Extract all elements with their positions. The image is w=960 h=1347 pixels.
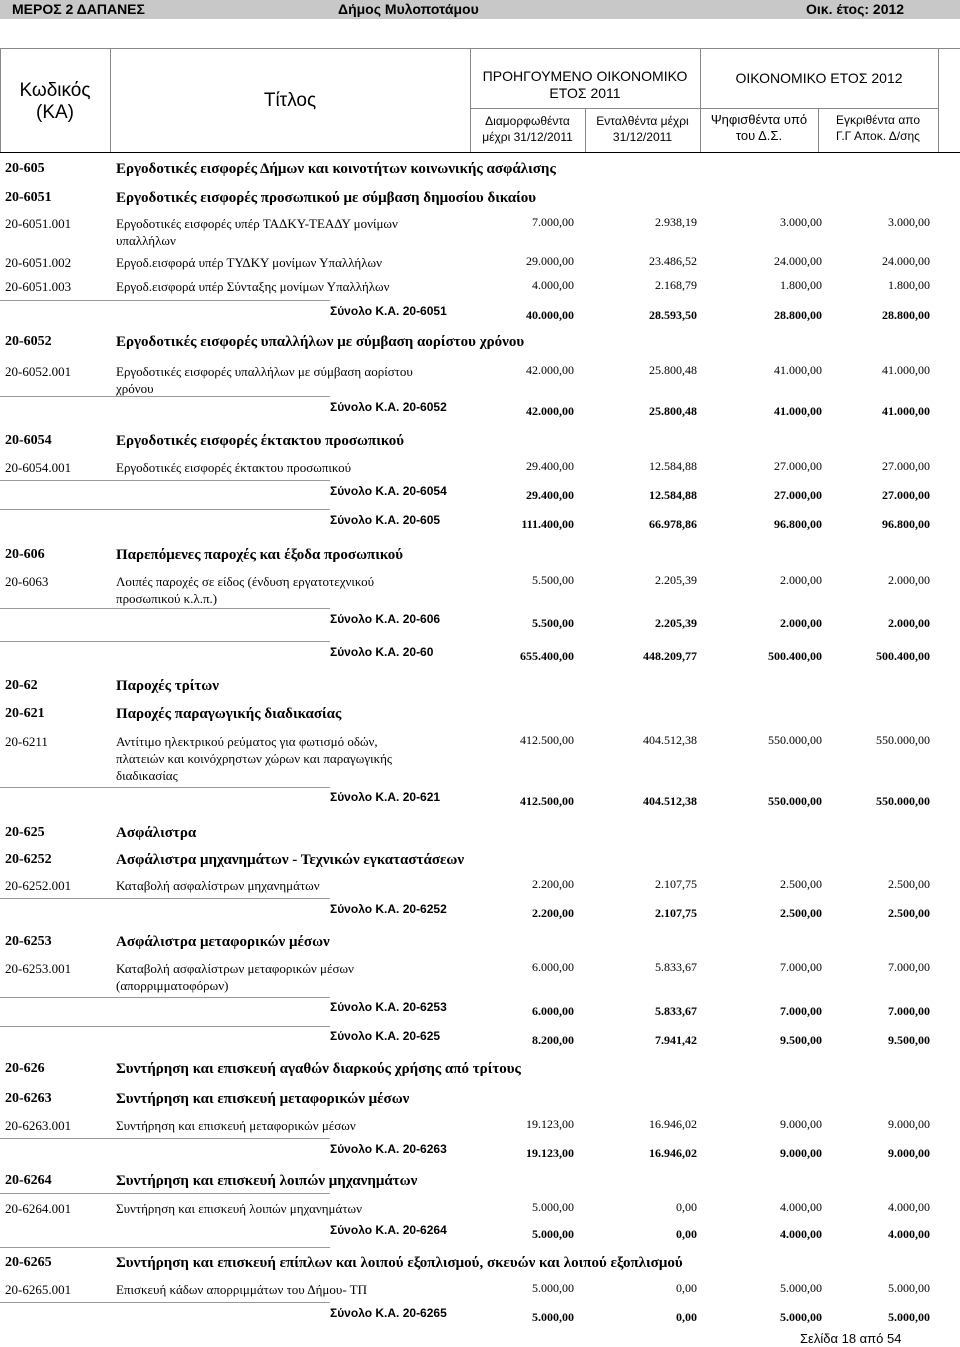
row-code: 20-6253 bbox=[5, 934, 52, 949]
shaped-value: 29.400,00 bbox=[526, 459, 574, 473]
total-label: Σύνολο Κ.Α. 20-621 bbox=[330, 790, 441, 804]
row-code: 20-605 bbox=[5, 161, 45, 176]
shaped-value: 5.000,00 bbox=[532, 1200, 574, 1214]
voted-value: 2.000,00 bbox=[780, 573, 822, 587]
divider bbox=[0, 509, 330, 510]
approved-value: 9.000,00 bbox=[888, 1146, 930, 1160]
row-title-cont: χρόνου bbox=[116, 381, 154, 396]
approved-header-2: Γ.Γ Αποκ. Δ/σης bbox=[836, 129, 920, 143]
ordered-value: 5.833,67 bbox=[655, 960, 697, 974]
voted-value: 9.000,00 bbox=[780, 1117, 822, 1131]
total-label: Σύνολο Κ.Α. 20-6265 bbox=[330, 1306, 447, 1320]
approved-value: 2.000,00 bbox=[888, 573, 930, 587]
ordered-value: 16.946,02 bbox=[649, 1117, 697, 1131]
voted-value: 41.000,00 bbox=[774, 404, 822, 418]
divider bbox=[0, 1247, 330, 1248]
row-code: 20-6063 bbox=[5, 574, 49, 589]
ordered-value: 404.512,38 bbox=[643, 733, 697, 747]
row-title: Συντήρηση και επισκευή μεταφορικών μέσων bbox=[116, 1091, 410, 1107]
voted-value: 7.000,00 bbox=[780, 960, 822, 974]
voted-value: 500.400,00 bbox=[768, 649, 822, 663]
shaped-value: 5.000,00 bbox=[532, 1227, 574, 1241]
row-code: 20-6263 bbox=[5, 1091, 52, 1106]
shaped-value: 2.200,00 bbox=[532, 877, 574, 891]
total-label: Σύνολο Κ.Α. 20-6263 bbox=[330, 1142, 447, 1156]
row-code: 20-6263.001 bbox=[5, 1118, 72, 1133]
ordered-value: 25.800,48 bbox=[649, 404, 697, 418]
prev-year-header: ΕΤΟΣ 2011 bbox=[549, 85, 621, 101]
row-title: Καταβολή ασφαλίστρων μηχανημάτων bbox=[116, 878, 320, 893]
total-label: Σύνολο Κ.Α. 20-6052 bbox=[330, 400, 447, 414]
voted-value: 27.000,00 bbox=[774, 459, 822, 473]
row-title-cont: διαδικασίας bbox=[116, 768, 178, 783]
ordered-value: 0,00 bbox=[676, 1310, 697, 1324]
ordered-value: 404.512,38 bbox=[643, 794, 697, 808]
shaped-value: 5.500,00 bbox=[532, 616, 574, 630]
voted-value: 9.500,00 bbox=[780, 1033, 822, 1047]
total-label: Σύνολο Κ.Α. 20-6253 bbox=[330, 1000, 447, 1014]
ordered-value: 448.209,77 bbox=[643, 649, 697, 663]
total-label: Σύνολο Κ.Α. 20-60 bbox=[330, 645, 434, 659]
voted-header: Ψηφισθέντα υπό bbox=[710, 112, 808, 127]
total-label: Σύνολο Κ.Α. 20-606 bbox=[330, 612, 441, 626]
ordered-value: 0,00 bbox=[676, 1227, 697, 1241]
shaped-value: 7.000,00 bbox=[532, 215, 574, 229]
page-top-bar bbox=[0, 0, 960, 19]
row-title: Εργοδοτικές εισφορές υπαλλήλων με σύμβαση αορίστου bbox=[116, 364, 413, 379]
total-label: Σύνολο Κ.Α. 20-6252 bbox=[330, 902, 447, 916]
ordered-value: 28.593,50 bbox=[649, 308, 697, 322]
shaped-value: 6.000,00 bbox=[532, 960, 574, 974]
approved-value: 41.000,00 bbox=[882, 363, 930, 377]
voted-value: 7.000,00 bbox=[780, 1004, 822, 1018]
row-code: 20-6051.001 bbox=[5, 216, 72, 231]
shaped-value: 40.000,00 bbox=[526, 308, 574, 322]
shaped-until-header: μέχρι 31/12/2011 bbox=[482, 130, 573, 144]
shaped-value: 655.400,00 bbox=[520, 649, 574, 663]
voted-value: 4.000,00 bbox=[780, 1227, 822, 1241]
row-title: Καταβολή ασφαλίστρων μεταφορικών μέσων bbox=[116, 961, 354, 976]
row-title: Παρεπόμενες παροχές και έξοδα προσωπικού bbox=[116, 547, 404, 563]
ordered-value: 2.205,39 bbox=[655, 616, 697, 630]
row-title: Αντίτιμο ηλεκτρικού ρεύματος για φωτισμό οδών, bbox=[116, 734, 378, 749]
approved-value: 2.500,00 bbox=[888, 877, 930, 891]
ordered-value: 23.486,52 bbox=[649, 254, 697, 268]
row-title: Επισκευή κάδων απορριμμάτων του Δήμου- ΤΠ bbox=[116, 1282, 367, 1297]
approved-value: 4.000,00 bbox=[888, 1227, 930, 1241]
shaped-value: 19.123,00 bbox=[526, 1146, 574, 1160]
row-code: 20-6264 bbox=[5, 1173, 52, 1188]
row-code: 20-6051.003 bbox=[5, 279, 72, 294]
row-code: 20-6265.001 bbox=[5, 1282, 72, 1297]
voted-header-2: του Δ.Σ. bbox=[735, 128, 783, 143]
ordered-until-header: 31/12/2011 bbox=[612, 130, 673, 144]
approved-value: 24.000,00 bbox=[882, 254, 930, 268]
approved-value: 7.000,00 bbox=[888, 1004, 930, 1018]
budget-header: ΟΙΚΟΝΟΜΙΚΟ ΕΤΟΣ 2012 bbox=[735, 70, 903, 86]
approved-value: 27.000,00 bbox=[882, 459, 930, 473]
shaped-value: 5.000,00 bbox=[532, 1281, 574, 1295]
approved-value: 9.500,00 bbox=[888, 1033, 930, 1047]
voted-value: 24.000,00 bbox=[774, 254, 822, 268]
row-code: 20-6051 bbox=[5, 190, 52, 205]
approved-value: 4.000,00 bbox=[888, 1200, 930, 1214]
ordered-value: 2.938,19 bbox=[655, 215, 697, 229]
row-code: 20-6054 bbox=[5, 433, 52, 448]
row-title: Ασφάλιστρα μηχανημάτων - Τεχνικών εγκαταστάσεων bbox=[116, 852, 465, 868]
approved-value: 9.000,00 bbox=[888, 1117, 930, 1131]
row-title: Συντήρηση και επισκευή λοιπών μηχανημάτων bbox=[116, 1173, 418, 1189]
total-label: Σύνολο Κ.Α. 20-6264 bbox=[330, 1223, 447, 1237]
voted-value: 96.800,00 bbox=[774, 517, 822, 531]
approved-value: 550.000,00 bbox=[876, 733, 930, 747]
row-title: Εργοδοτικές εισφορές προσωπικού με σύμβαση δημοσίου δικαίου bbox=[116, 190, 537, 206]
shaped-value: 5.500,00 bbox=[532, 573, 574, 587]
approved-value: 7.000,00 bbox=[888, 960, 930, 974]
divider bbox=[0, 1302, 330, 1303]
approved-value: 5.000,00 bbox=[888, 1281, 930, 1295]
shaped-value: 5.000,00 bbox=[532, 1310, 574, 1324]
code-abbr-header: (ΚΑ) bbox=[36, 102, 74, 123]
row-code: 20-6253.001 bbox=[5, 961, 72, 976]
row-code: 20-6264.001 bbox=[5, 1201, 72, 1216]
row-title: Συντήρηση και επισκευή αγαθών διαρκούς χρήσης από τρίτους bbox=[116, 1061, 521, 1077]
approved-value: 41.000,00 bbox=[882, 404, 930, 418]
ordered-header: Ενταλθέντα μέχρι bbox=[596, 114, 689, 128]
shaped-value: 111.400,00 bbox=[521, 517, 574, 531]
voted-value: 28.800,00 bbox=[774, 308, 822, 322]
approved-value: 3.000,00 bbox=[888, 215, 930, 229]
row-code: 20-606 bbox=[5, 547, 45, 562]
ordered-value: 0,00 bbox=[676, 1281, 697, 1295]
shaped-header: Διαμορφωθέντα bbox=[485, 114, 570, 128]
approved-value: 550.000,00 bbox=[876, 794, 930, 808]
code-header: Κωδικός bbox=[19, 80, 91, 101]
shaped-value: 4.000,00 bbox=[532, 278, 574, 292]
row-title-cont: πλατειών και κοινόχρηστων χώρων και παραγωγικής bbox=[116, 751, 393, 766]
approved-value: 2.500,00 bbox=[888, 906, 930, 920]
ordered-value: 2.168,79 bbox=[655, 278, 697, 292]
row-code: 20-6265 bbox=[5, 1255, 52, 1270]
fiscal-year-label: Οικ. έτος: 2012 bbox=[806, 1, 905, 17]
row-code: 20-621 bbox=[5, 706, 45, 721]
voted-value: 2.500,00 bbox=[780, 906, 822, 920]
row-title-cont: υπαλλήλων bbox=[116, 233, 176, 248]
total-label: Σύνολο Κ.Α. 20-625 bbox=[330, 1029, 441, 1043]
page-number: Σελίδα 18 από 54 bbox=[800, 1331, 902, 1346]
row-title: Παροχές παραγωγικής διαδικασίας bbox=[116, 706, 342, 722]
voted-value: 4.000,00 bbox=[780, 1200, 822, 1214]
shaped-value: 2.200,00 bbox=[532, 906, 574, 920]
row-title-cont: (απορριμματοφόρων) bbox=[116, 978, 229, 993]
approved-value: 28.800,00 bbox=[882, 308, 930, 322]
prev-budget-header: ΠΡΟΗΓΟΥΜΕΝΟ ΟΙΚΟΝΟΜΙΚΟ bbox=[482, 68, 688, 84]
row-code: 20-6054.001 bbox=[5, 460, 72, 475]
row-code: 20-6051.002 bbox=[5, 255, 72, 270]
divider bbox=[0, 608, 330, 609]
voted-value: 5.000,00 bbox=[780, 1281, 822, 1295]
total-label: Σύνολο Κ.Α. 20-605 bbox=[330, 513, 441, 527]
ordered-value: 66.978,86 bbox=[649, 517, 697, 531]
voted-value: 3.000,00 bbox=[780, 215, 822, 229]
row-title: Εργοδοτικές εισφορές έκτακτου προσωπικού bbox=[116, 460, 352, 475]
approved-value: 2.000,00 bbox=[888, 616, 930, 630]
divider bbox=[0, 898, 330, 899]
total-label: Σύνολο Κ.Α. 20-6051 bbox=[330, 304, 447, 318]
ordered-value: 12.584,88 bbox=[649, 488, 697, 502]
row-title: Ασφάλιστρα μεταφορικών μέσων bbox=[116, 934, 330, 950]
row-code: 20-6211 bbox=[5, 734, 48, 749]
ordered-value: 0,00 bbox=[676, 1200, 697, 1214]
ordered-value: 7.941,42 bbox=[655, 1033, 697, 1047]
voted-value: 41.000,00 bbox=[774, 363, 822, 377]
ordered-value: 12.584,88 bbox=[649, 459, 697, 473]
voted-value: 2.000,00 bbox=[780, 616, 822, 630]
ordered-value: 2.107,75 bbox=[655, 906, 697, 920]
shaped-value: 412.500,00 bbox=[520, 733, 574, 747]
ordered-value: 16.946,02 bbox=[649, 1146, 697, 1160]
divider bbox=[0, 480, 330, 481]
shaped-value: 19.123,00 bbox=[526, 1117, 574, 1131]
row-title: Λοιπές παροχές σε είδος (ένδυση εργατοτεχνικού bbox=[116, 574, 375, 589]
voted-value: 27.000,00 bbox=[774, 488, 822, 502]
shaped-value: 412.500,00 bbox=[520, 794, 574, 808]
row-title: Εργοδοτικές εισφορές Δήμων και κοινοτήτων κοινωνικής ασφάλισης bbox=[116, 161, 556, 177]
divider bbox=[0, 997, 330, 998]
municipality-label: Δήμος Μυλοποτάμου bbox=[338, 1, 479, 17]
voted-value: 1.800,00 bbox=[780, 278, 822, 292]
voted-value: 9.000,00 bbox=[780, 1146, 822, 1160]
row-code: 20-6252 bbox=[5, 852, 52, 867]
title-header: Τίτλος bbox=[263, 90, 317, 111]
ordered-value: 25.800,48 bbox=[649, 363, 697, 377]
shaped-value: 6.000,00 bbox=[532, 1004, 574, 1018]
row-title: Εργοδοτικές εισφορές έκτακτου προσωπικού bbox=[116, 433, 405, 449]
divider bbox=[0, 396, 330, 397]
divider bbox=[0, 1138, 330, 1139]
part-label: ΜΕΡΟΣ 2 ΔΑΠΑΝΕΣ bbox=[12, 1, 145, 17]
row-title: Εργοδοτικές εισφορές υπαλλήλων με σύμβαση αορίστου χρόνου bbox=[116, 334, 525, 350]
ordered-value: 5.833,67 bbox=[655, 1004, 697, 1018]
voted-value: 550.000,00 bbox=[768, 733, 822, 747]
voted-value: 550.000,00 bbox=[768, 794, 822, 808]
row-code: 20-6052.001 bbox=[5, 364, 72, 379]
row-code: 20-625 bbox=[5, 825, 45, 840]
approved-value: 1.800,00 bbox=[888, 278, 930, 292]
divider bbox=[0, 787, 330, 788]
row-title-cont: προσωπικού κ.λ.π.) bbox=[116, 591, 218, 606]
row-title: Συντήρηση και επισκευή μεταφορικών μέσων bbox=[116, 1118, 356, 1133]
row-title: Συντήρηση και επισκευή λοιπών μηχανημάτων bbox=[116, 1201, 362, 1216]
row-title: Εργοδ.εισφορά υπέρ Σύνταξης μονίμων Υπαλλήλων bbox=[116, 279, 390, 294]
shaped-value: 8.200,00 bbox=[532, 1033, 574, 1047]
row-code: 20-62 bbox=[5, 678, 38, 693]
row-title: Εργοδοτικές εισφορές υπέρ ΤΑΔΚΥ-ΤΕΑΔΥ μονίμων bbox=[116, 216, 398, 231]
approved-value: 27.000,00 bbox=[882, 488, 930, 502]
approved-value: 96.800,00 bbox=[882, 517, 930, 531]
row-code: 20-6252.001 bbox=[5, 878, 72, 893]
approved-value: 5.000,00 bbox=[888, 1310, 930, 1324]
voted-value: 5.000,00 bbox=[780, 1310, 822, 1324]
divider bbox=[0, 300, 330, 301]
approved-header: Εγκριθέντα απο bbox=[835, 113, 921, 127]
shaped-value: 29.000,00 bbox=[526, 254, 574, 268]
row-title: Εργοδ.εισφορά υπέρ ΤΥΔΚΥ μονίμων Υπαλλήλων bbox=[116, 255, 382, 270]
divider bbox=[0, 1193, 330, 1194]
approved-value: 500.400,00 bbox=[876, 649, 930, 663]
row-title: Συντήρηση και επισκευή επίπλων και λοιπού εξοπλισμού, σκευών και λοιπού εξοπλισμού bbox=[116, 1255, 683, 1271]
divider bbox=[0, 1026, 330, 1027]
ordered-value: 2.107,75 bbox=[655, 877, 697, 891]
divider bbox=[0, 641, 330, 642]
total-label: Σύνολο Κ.Α. 20-6054 bbox=[330, 484, 447, 498]
shaped-value: 29.400,00 bbox=[526, 488, 574, 502]
ordered-value: 2.205,39 bbox=[655, 573, 697, 587]
voted-value: 2.500,00 bbox=[780, 877, 822, 891]
row-title: Παροχές τρίτων bbox=[116, 678, 219, 694]
shaped-value: 42.000,00 bbox=[526, 404, 574, 418]
row-code: 20-626 bbox=[5, 1061, 45, 1076]
row-code: 20-6052 bbox=[5, 334, 52, 349]
shaped-value: 42.000,00 bbox=[526, 363, 574, 377]
row-title: Ασφάλιστρα bbox=[116, 825, 197, 841]
